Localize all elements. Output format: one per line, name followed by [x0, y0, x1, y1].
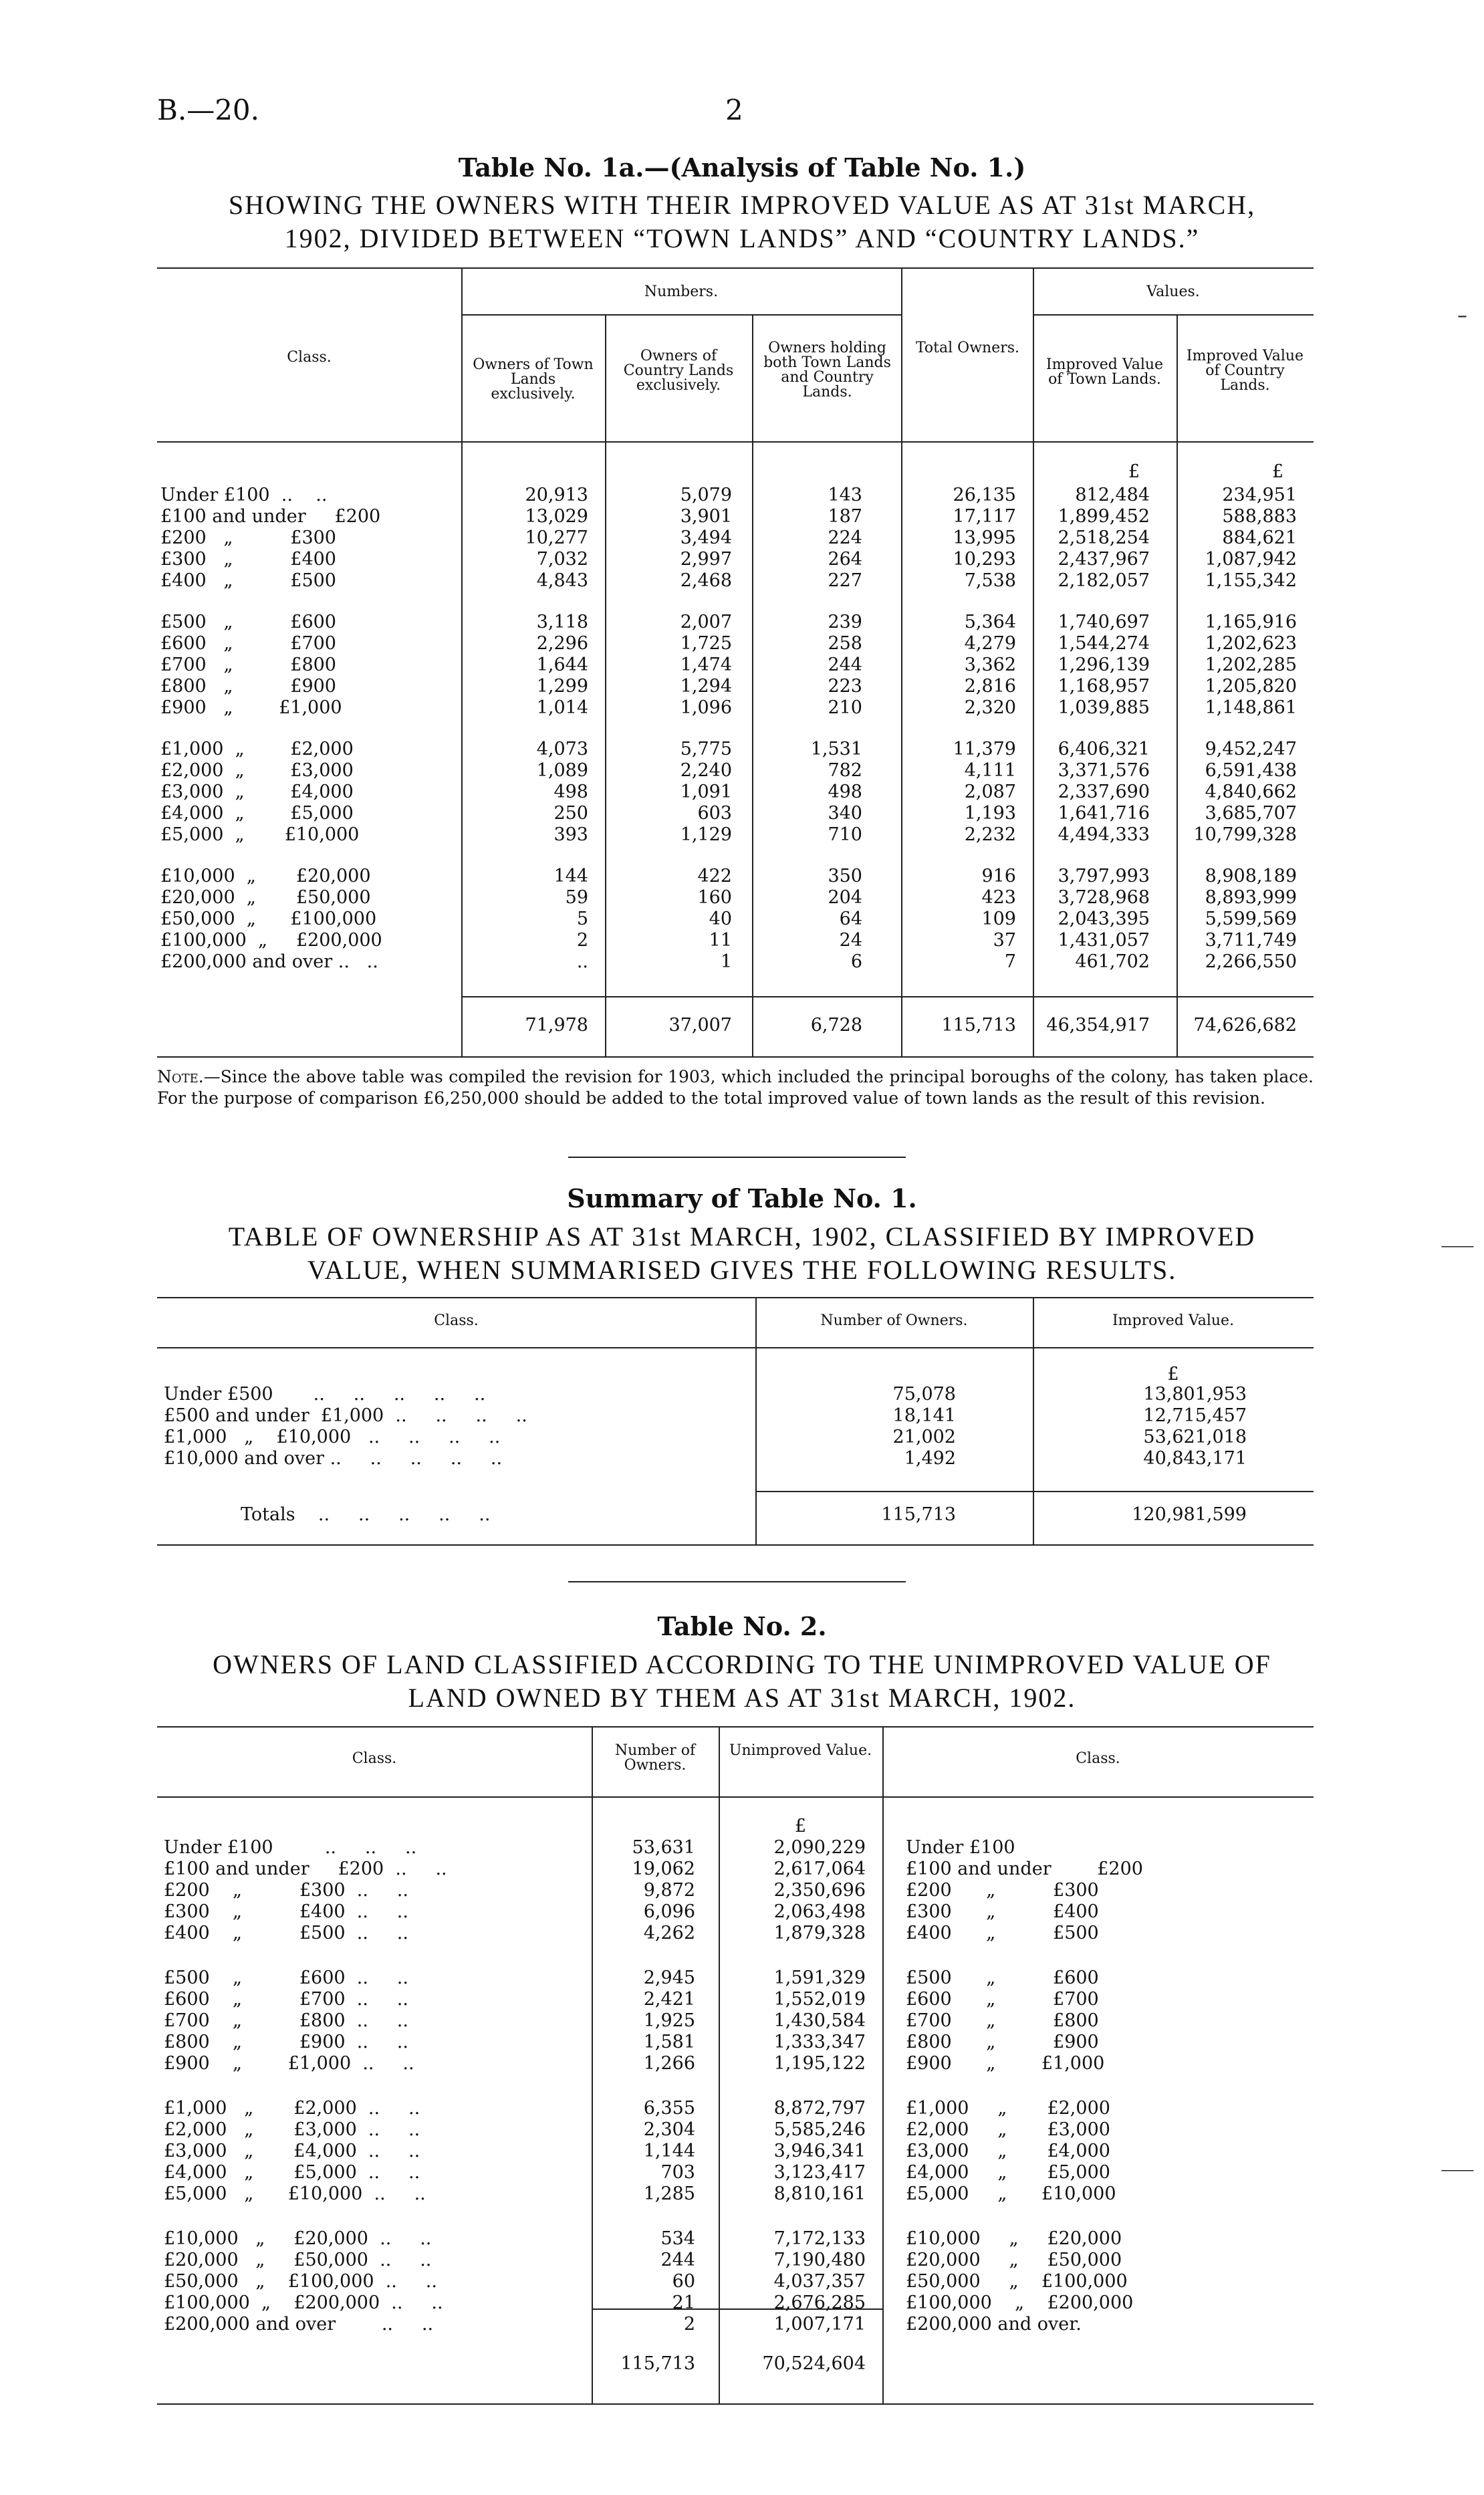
t1-total-imp-town: 46,354,917	[1046, 1015, 1150, 1036]
t1-cell-both: 350	[828, 866, 862, 886]
t1-row-class: £900 „ £1,000	[160, 697, 342, 718]
t1-cell-imp-town: 1,740,697	[1058, 612, 1150, 632]
t1-cell-total: 37	[993, 930, 1016, 951]
t1-cell-both: 64	[839, 909, 862, 929]
t1-row-class: £3,000 „ £4,000	[160, 782, 354, 802]
t2-row-class: £2,000 „ £3,000 .. ..	[164, 2119, 420, 2140]
t2-row-class-right: £2,000 „ £3,000	[906, 2119, 1110, 2140]
t2-row-value: 2,063,498	[773, 1901, 866, 1922]
t1-cell-imp-town: 2,182,057	[1058, 570, 1150, 591]
t2-row-value: 2,350,696	[773, 1880, 866, 1901]
t2-row-value: 1,591,329	[773, 1968, 866, 1988]
t2-row-class-right: £500 „ £600	[906, 1968, 1099, 1988]
sum-row-owners: 1,492	[904, 1448, 956, 1469]
t1-cell-imp-country: 588,883	[1222, 506, 1297, 527]
t1-cell-town: 1,299	[536, 676, 588, 697]
t2-row-value: 5,585,246	[773, 2119, 866, 2140]
t2-row-value: 1,879,328	[773, 1923, 866, 1943]
t1-header-town: Owners of Town Lands exclusively.	[473, 356, 594, 402]
t1-cell-imp-town: 1,431,057	[1058, 930, 1150, 951]
t1-cell-country: 1,294	[680, 676, 732, 697]
t1-row-class: £10,000 „ £20,000	[160, 866, 371, 886]
t1-cell-both: 1,531	[810, 739, 862, 759]
t1-cell-town: 20,913	[525, 485, 588, 505]
table2-heading-1: OWNERS OF LAND CLASSIFIED ACCORDING TO THE UNIMPROVED VALUE OF	[213, 1649, 1271, 1679]
t2-row-class-right: £4,000 „ £5,000	[906, 2162, 1110, 2183]
t2-row-owners: 2,304	[643, 2119, 695, 2140]
t1-cell-total: 2,816	[964, 676, 1016, 697]
t1-cell-town: 1,014	[536, 697, 588, 718]
t1-cell-imp-town: 1,296,139	[1058, 655, 1150, 675]
t1-row-class: £200,000 and over .. ..	[160, 951, 378, 972]
t2-row-class: £1,000 „ £2,000 .. ..	[164, 2098, 420, 2119]
t2-header-value: Unimproved Value.	[729, 1742, 872, 1759]
t1-cell-imp-town: 812,484	[1075, 485, 1150, 505]
page-number: 2	[725, 94, 743, 126]
sum-header-value: Improved Value.	[1112, 1312, 1235, 1329]
t2-total-owners: 115,713	[620, 2353, 695, 2374]
sum-row-value: 53,621,018	[1143, 1427, 1247, 1447]
t2-row-owners: 60	[672, 2271, 695, 2292]
t1-cell-both: 224	[828, 527, 862, 548]
t1-cell-town: 10,277	[525, 527, 588, 548]
t1-cell-country: 160	[697, 887, 732, 908]
t1-cell-country: 603	[697, 803, 732, 824]
t1-cell-both: 210	[828, 697, 862, 718]
t1-cell-town: 13,029	[525, 506, 588, 527]
t1-cell-imp-country: 1,155,342	[1205, 570, 1297, 591]
t2-row-class: £600 „ £700 .. ..	[164, 1989, 408, 2010]
t1-cell-town: 4,073	[536, 739, 588, 759]
t1-cell-imp-country: 2,266,550	[1205, 951, 1297, 972]
t2-row-owners: 703	[660, 2162, 695, 2183]
sum-header-owners: Number of Owners.	[820, 1312, 968, 1329]
t2-row-value: 2,676,285	[773, 2292, 866, 2313]
t2-row-value: 8,810,161	[773, 2183, 866, 2204]
t2-row-value: 2,617,064	[773, 1859, 866, 1879]
t1-cell-country: 5,079	[680, 485, 732, 505]
t2-row-class-right: £900 „ £1,000	[906, 2053, 1105, 2074]
t1-header-values: Values.	[1146, 283, 1200, 300]
t1-cell-town: 5	[576, 909, 588, 929]
t1-row-class: £800 „ £900	[160, 676, 336, 697]
t1-currency-country: £	[1271, 461, 1283, 482]
summary-title: Summary of Table No. 1.	[567, 1183, 917, 1213]
t2-row-class-right: £5,000 „ £10,000	[906, 2183, 1116, 2204]
t1-cell-imp-country: 8,908,189	[1205, 866, 1297, 886]
t1-row-class: £600 „ £700	[160, 633, 336, 654]
t1-cell-town: 1,089	[536, 760, 588, 781]
sum-row-value: 40,843,171	[1143, 1448, 1247, 1469]
sum-row-owners: 75,078	[892, 1384, 956, 1405]
t2-row-owners: 1,144	[643, 2141, 695, 2161]
t1-cell-country: 2,468	[680, 570, 732, 591]
sum-currency: £	[1167, 1364, 1179, 1385]
t1-cell-imp-town: 1,899,452	[1058, 506, 1150, 527]
t1-cell-both: 498	[828, 782, 862, 802]
divider-1	[568, 1157, 906, 1158]
t1-cell-country: 1,091	[680, 782, 732, 802]
page-series: B.—20.	[157, 94, 260, 126]
t2-row-class-right: £400 „ £500	[906, 1923, 1099, 1943]
sum-row-class: Under £500 .. .. .. .. ..	[164, 1384, 486, 1405]
t1-cell-both: 258	[828, 633, 862, 654]
t1-cell-imp-country: 6,591,438	[1205, 760, 1297, 781]
t1-row-class: £20,000 „ £50,000	[160, 887, 371, 908]
t1-cell-imp-town: 4,494,333	[1058, 824, 1150, 845]
table2-heading-2: LAND OWNED BY THEM AS AT 31st MARCH, 1902.	[408, 1683, 1076, 1713]
t2-row-class-right: £1,000 „ £2,000	[906, 2098, 1110, 2119]
t1-cell-town: 59	[565, 887, 588, 908]
t1-cell-imp-country: 1,148,861	[1205, 697, 1297, 718]
sum-row-value: 13,801,953	[1143, 1384, 1247, 1405]
t1-header-class: Class.	[287, 349, 332, 366]
t1-cell-total: 916	[981, 866, 1016, 886]
t1-cell-imp-town: 2,437,967	[1058, 549, 1150, 570]
t2-row-class-right: £3,000 „ £4,000	[906, 2141, 1110, 2161]
sum-totals-owners: 115,713	[881, 1504, 956, 1525]
t1-row-class: £500 „ £600	[160, 612, 336, 632]
t1-total-both: 6,728	[810, 1015, 862, 1036]
t1-cell-country: 1,096	[680, 697, 732, 718]
t2-header-class-right: Class.	[1076, 1750, 1120, 1767]
t1-header-total: Total Owners.	[915, 340, 1020, 356]
table1a-heading-1: SHOWING THE OWNERS WITH THEIR IMPROVED VALUE AS AT 31st MARCH,	[228, 190, 1256, 220]
t1-header-both: Owners holding both Town Lands and Country Lands.	[763, 340, 891, 400]
t1-cell-both: 24	[839, 930, 862, 951]
t1-cell-imp-town: 3,797,993	[1058, 866, 1150, 886]
t1-cell-country: 1,129	[680, 824, 732, 845]
t1-cell-country: 3,901	[680, 506, 732, 527]
t2-row-value: 1,430,584	[773, 2010, 866, 2031]
t2-row-owners: 6,096	[643, 1901, 695, 1922]
t2-row-owners: 2,421	[643, 1989, 695, 2010]
t1-cell-both: 264	[828, 549, 862, 570]
t2-row-value: 2,090,229	[773, 1837, 866, 1858]
t1-cell-imp-town: 3,371,576	[1058, 760, 1150, 781]
t2-row-class-right: £300 „ £400	[906, 1901, 1099, 1922]
t1-cell-total: 7	[1004, 951, 1016, 972]
t1-cell-imp-town: 2,337,690	[1058, 782, 1150, 802]
t2-total-value: 70,524,604	[762, 2353, 866, 2374]
t1-cell-total: 4,111	[964, 760, 1016, 781]
t2-row-class: £5,000 „ £10,000 .. ..	[164, 2183, 426, 2204]
t1-cell-imp-town: 1,641,716	[1058, 803, 1150, 824]
t2-row-owners: 2,945	[643, 1968, 695, 1988]
t1-cell-both: 223	[828, 676, 862, 697]
t2-row-class-right: £800 „ £900	[906, 2032, 1099, 2052]
t1-cell-town: 2,296	[536, 633, 588, 654]
t1-cell-imp-country: 1,202,285	[1205, 655, 1297, 675]
t1-cell-imp-country: 1,202,623	[1205, 633, 1297, 654]
t2-row-value: 1,007,171	[773, 2314, 866, 2335]
t2-row-class: £200,000 and over .. ..	[164, 2314, 434, 2335]
t1-cell-imp-country: 1,087,942	[1205, 549, 1297, 570]
t1-cell-imp-country: 884,621	[1222, 527, 1297, 548]
t2-header-class: Class.	[352, 1750, 397, 1767]
t2-row-class: £300 „ £400 .. ..	[164, 1901, 408, 1922]
t1-cell-imp-country: 3,685,707	[1205, 803, 1297, 824]
sum-row-class: £10,000 and over .. .. .. .. ..	[164, 1448, 503, 1469]
t2-row-class: £100,000 „ £200,000 .. ..	[164, 2292, 443, 2313]
t1-row-class: £2,000 „ £3,000	[160, 760, 354, 781]
t1-cell-country: 2,240	[680, 760, 732, 781]
t1-cell-total: 2,232	[964, 824, 1016, 845]
sum-row-owners: 18,141	[892, 1405, 956, 1426]
t1-cell-town: 144	[553, 866, 588, 886]
margin-mark-2: ⸺	[1441, 1234, 1475, 1258]
t1-cell-town: 7,032	[536, 549, 588, 570]
t2-row-class: £700 „ £800 .. ..	[164, 2010, 408, 2031]
t1-currency-town: £	[1128, 461, 1140, 482]
sum-row-owners: 21,002	[892, 1427, 956, 1447]
table1a-note	[157, 1066, 1314, 1109]
t2-row-class-right: £10,000 „ £20,000	[906, 2228, 1122, 2249]
t2-header-owners: Number of Owners.	[614, 1742, 696, 1774]
t1-row-class: £100,000 „ £200,000	[160, 930, 382, 951]
t1-cell-both: 143	[828, 485, 862, 505]
t1-row-class: £50,000 „ £100,000	[160, 909, 377, 929]
t1-cell-imp-town: 1,039,885	[1058, 697, 1150, 718]
summary-heading-1: TABLE OF OWNERSHIP AS AT 31st MARCH, 1902, CLASSIFIED BY IMPROVED	[228, 1221, 1256, 1252]
t1-cell-country: 2,997	[680, 549, 732, 570]
t2-row-value: 7,190,480	[773, 2250, 866, 2270]
t1-cell-imp-country: 1,165,916	[1205, 612, 1297, 632]
t1-cell-total: 109	[981, 909, 1016, 929]
t2-row-class: £400 „ £500 .. ..	[164, 1923, 408, 1943]
t1-cell-total: 2,320	[964, 697, 1016, 718]
t2-row-value: 1,552,019	[773, 1989, 866, 2010]
t1-cell-country: 1	[720, 951, 732, 972]
t1-cell-total: 3,362	[964, 655, 1016, 675]
t1-cell-both: 204	[828, 887, 862, 908]
t2-row-owners: 244	[660, 2250, 695, 2270]
t1-cell-both: 710	[828, 824, 862, 845]
sum-row-class: £500 and under £1,000 .. .. .. ..	[164, 1405, 527, 1426]
t1-row-class: £5,000 „ £10,000	[160, 824, 360, 845]
t2-row-value: 1,333,347	[773, 2032, 866, 2052]
t2-row-owners: 6,355	[643, 2098, 695, 2119]
t2-row-class: £20,000 „ £50,000 .. ..	[164, 2250, 432, 2270]
t1-cell-imp-country: 9,452,247	[1205, 739, 1297, 759]
t2-row-class: £200 „ £300 .. ..	[164, 1880, 408, 1901]
t1-cell-country: 1,725	[680, 633, 732, 654]
t1-cell-both: 244	[828, 655, 862, 675]
t2-row-value: 1,195,122	[773, 2053, 866, 2074]
t2-row-class: Under £100 .. .. ..	[164, 1837, 417, 1858]
t2-row-class-right: £100 and under £200	[906, 1859, 1143, 1879]
t1-cell-imp-country: 5,599,569	[1205, 909, 1297, 929]
t1-header-country: Owners of Country Lands exclusively.	[623, 348, 734, 394]
t2-row-owners: 53,631	[632, 1837, 695, 1858]
t1-cell-country: 1,474	[680, 655, 732, 675]
t1-cell-imp-town: 2,518,254	[1058, 527, 1150, 548]
sum-header-class: Class.	[434, 1312, 479, 1329]
t2-row-class: £100 and under £200 .. ..	[164, 1859, 447, 1879]
t1-cell-total: 4,279	[964, 633, 1016, 654]
t2-row-value: 7,172,133	[773, 2228, 866, 2249]
t2-row-owners: 1,925	[643, 2010, 695, 2031]
t1-cell-total: 1,193	[964, 803, 1016, 824]
t1-cell-country: 11	[709, 930, 732, 951]
note-text: —Since the above table was compiled the revision for 1903, which included the principal boroughs of the colony, has taken place. For the purpose of comparison £6,250,000 should be added to the total improved value of town lands as the result of this revision.	[157, 1067, 1314, 1108]
sum-row-class: £1,000 „ £10,000 .. .. .. ..	[164, 1427, 501, 1447]
t1-cell-total: 5,364	[964, 612, 1016, 632]
sum-totals-value: 120,981,599	[1132, 1504, 1247, 1525]
t1-cell-town: 2	[576, 930, 588, 951]
t1-cell-imp-town: 1,168,957	[1058, 676, 1150, 697]
t1-row-class: £4,000 „ £5,000	[160, 803, 354, 824]
t1-cell-imp-town: 3,728,968	[1058, 887, 1150, 908]
table1a-title: Table No. 1a.—(Analysis of Table No. 1.)	[458, 152, 1026, 183]
t1-cell-both: 239	[828, 612, 862, 632]
t1-header-imp-country: Improved Value of Country Lands.	[1186, 348, 1304, 394]
t1-row-class: Under £100 .. ..	[160, 485, 328, 505]
t1-row-class: £100 and under £200	[160, 506, 381, 527]
t1-header-numbers: Numbers.	[644, 283, 719, 300]
t2-row-owners: 1,581	[643, 2032, 695, 2052]
t1-cell-total: 7,538	[964, 570, 1016, 591]
t2-row-class-right: £200 „ £300	[906, 1880, 1099, 1901]
t1-cell-country: 2,007	[680, 612, 732, 632]
t2-row-owners: 1,285	[643, 2183, 695, 2204]
t2-row-class: £50,000 „ £100,000 .. ..	[164, 2271, 437, 2292]
t1-cell-town: 3,118	[536, 612, 588, 632]
t2-row-owners: 534	[660, 2228, 695, 2249]
t1-row-class: £300 „ £400	[160, 549, 336, 570]
t1-cell-imp-country: 4,840,662	[1205, 782, 1297, 802]
sum-totals-label: Totals .. .. .. .. ..	[241, 1504, 491, 1525]
t2-row-class: £800 „ £900 .. ..	[164, 2032, 408, 2052]
t2-row-class-right: £600 „ £700	[906, 1989, 1099, 2010]
t1-cell-imp-country: 234,951	[1222, 485, 1297, 505]
t1-cell-country: 40	[709, 909, 732, 929]
t1-cell-imp-town: 461,702	[1075, 951, 1150, 972]
t2-row-class-right: £700 „ £800	[906, 2010, 1099, 2031]
t2-row-class: £500 „ £600 .. ..	[164, 1968, 408, 1988]
t1-cell-imp-town: 1,544,274	[1058, 633, 1150, 654]
t1-row-class: £200 „ £300	[160, 527, 336, 548]
t2-row-class-right: Under £100	[906, 1837, 1015, 1858]
table1a-heading-2: 1902, DIVIDED BETWEEN “TOWN LANDS” AND “COUNTRY LANDS.”	[284, 223, 1200, 253]
divider-2	[568, 1581, 906, 1582]
t1-cell-both: 340	[828, 803, 862, 824]
t2-row-owners: 19,062	[632, 1859, 695, 1879]
t1-cell-both: 6	[850, 951, 862, 972]
t2-row-owners: 4,262	[643, 1923, 695, 1943]
t1-cell-total: 17,117	[953, 506, 1016, 527]
t1-cell-both: 782	[828, 760, 862, 781]
t2-row-owners: 9,872	[643, 1880, 695, 1901]
t2-row-class-right: £50,000 „ £100,000	[906, 2271, 1128, 2292]
t1-cell-total: 423	[981, 887, 1016, 908]
margin-mark-3: ⸺	[1441, 2158, 1475, 2181]
t1-cell-imp-country: 3,711,749	[1205, 930, 1297, 951]
t1-cell-town: ..	[576, 951, 588, 972]
t2-row-class-right: £100,000 „ £200,000	[906, 2292, 1134, 2313]
t1-cell-town: 4,843	[536, 570, 588, 591]
note-label: Note.	[157, 1067, 204, 1086]
t1-cell-total: 11,379	[953, 739, 1016, 759]
t2-row-owners: 2	[683, 2314, 695, 2335]
t1-cell-imp-town: 2,043,395	[1058, 909, 1150, 929]
t1-cell-total: 10,293	[953, 549, 1016, 570]
t2-row-class: £10,000 „ £20,000 .. ..	[164, 2228, 432, 2249]
t2-row-class: £4,000 „ £5,000 .. ..	[164, 2162, 420, 2183]
t1-cell-town: 1,644	[536, 655, 588, 675]
t1-header-imp-town: Improved Value of Town Lands.	[1045, 356, 1164, 388]
t2-row-class: £900 „ £1,000 .. ..	[164, 2053, 414, 2074]
t1-cell-country: 3,494	[680, 527, 732, 548]
t1-row-class: £700 „ £800	[160, 655, 336, 675]
table2-title: Table No. 2.	[657, 1611, 827, 1641]
t2-row-value: 8,872,797	[773, 2098, 866, 2119]
t2-row-owners: 1,266	[643, 2053, 695, 2074]
t2-row-value: 3,123,417	[773, 2162, 866, 2183]
t2-row-owners: 21	[672, 2292, 695, 2313]
t1-row-class: £400 „ £500	[160, 570, 336, 591]
t2-row-value: 3,946,341	[773, 2141, 866, 2161]
t1-cell-imp-country: 1,205,820	[1205, 676, 1297, 697]
t1-row-class: £1,000 „ £2,000	[160, 739, 354, 759]
t1-cell-total: 26,135	[953, 485, 1016, 505]
t1-cell-imp-country: 10,799,328	[1193, 824, 1297, 845]
t2-row-class-right: £200,000 and over.	[906, 2314, 1082, 2335]
t1-cell-town: 250	[553, 803, 588, 824]
t1-cell-imp-town: 6,406,321	[1058, 739, 1150, 759]
t1-cell-country: 5,775	[680, 739, 732, 759]
t1-total-country: 37,007	[668, 1015, 732, 1036]
t1-cell-imp-country: 8,893,999	[1205, 887, 1297, 908]
margin-mark-1: –	[1457, 304, 1467, 328]
summary-heading-2: VALUE, WHEN SUMMARISED GIVES THE FOLLOWING RESULTS.	[307, 1255, 1177, 1285]
t1-cell-total: 2,087	[964, 782, 1016, 802]
t1-cell-town: 498	[553, 782, 588, 802]
t1-cell-both: 227	[828, 570, 862, 591]
t1-total-town: 71,978	[525, 1015, 588, 1036]
t1-cell-town: 393	[553, 824, 588, 845]
t1-total-imp-country: 74,626,682	[1193, 1015, 1297, 1036]
t2-row-class-right: £20,000 „ £50,000	[906, 2250, 1122, 2270]
t1-total-total: 115,713	[941, 1015, 1016, 1036]
t2-currency: £	[794, 1816, 807, 1836]
t1-cell-country: 422	[697, 866, 732, 886]
t1-cell-total: 13,995	[953, 527, 1016, 548]
t1-cell-both: 187	[828, 506, 862, 527]
sum-row-value: 12,715,457	[1143, 1405, 1247, 1426]
t2-row-value: 4,037,357	[773, 2271, 866, 2292]
t2-row-class: £3,000 „ £4,000 .. ..	[164, 2141, 420, 2161]
